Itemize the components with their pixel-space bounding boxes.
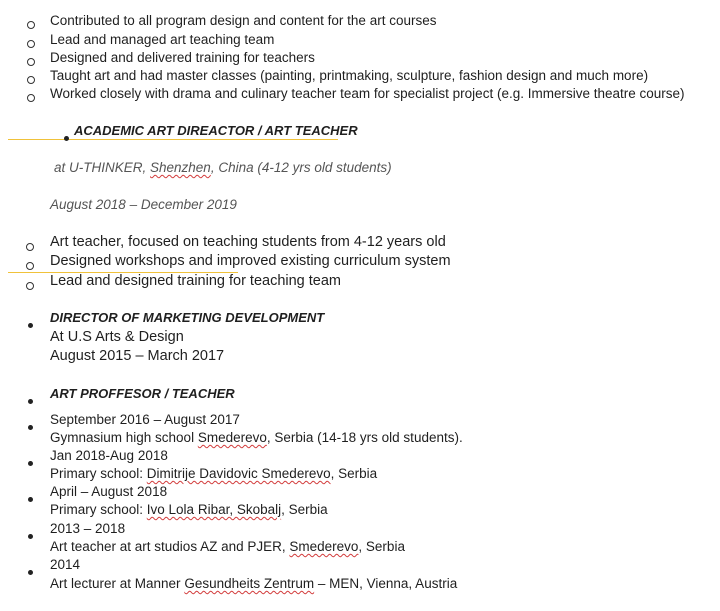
place-prefix: at U-THINKER, [54,160,151,175]
entry-date: 2013 – 2018 [50,521,126,536]
entry-detail [50,538,405,556]
bullet-icon [64,128,69,146]
entry-detail [50,465,377,483]
section-heading-academic: ACADEMIC ART DIREACTOR / ART TEACHER [74,123,358,138]
hollow-bullet-icon [27,89,35,107]
detail-place: Ivo Lola Ribar, Skobalj [146,502,282,517]
entry-detail [50,429,463,447]
entry-date: Jan 2018-Aug 2018 [50,448,168,463]
place-city: Shenzhen [150,160,211,175]
hollow-bullet-icon [27,16,35,34]
detail-text: – MEN, Vienna, Austria [314,576,458,591]
section-heading-professor: ART PROFFESOR / TEACHER [50,386,235,401]
list-item: Designed workshops and improved existing curriculum system [50,253,451,269]
detail-text: Primary school: [50,466,147,481]
detail-text: Art teacher at art studios AZ and PJER, [50,539,290,554]
detail-place: Smederevo [197,430,267,445]
detail-text: , Serbia [281,502,328,517]
bullet-icon [28,562,33,580]
list-item: Taught art and had master classes (painting, printmaking, sculpture, fashion design and much more) [50,68,649,83]
hollow-bullet-icon [27,35,35,53]
bullet-icon [28,417,33,435]
hollow-bullet-icon [26,238,34,256]
academic-place [54,159,392,177]
list-item: Art teacher, focused on teaching students from 4-12 years old [50,234,446,250]
detail-text: Primary school: [50,502,147,517]
entry-date: 2014 [50,557,81,572]
academic-dates: August 2018 – December 2019 [50,197,237,212]
bullet-icon [28,315,33,333]
bullet-icon [28,489,33,507]
entry-date: April – August 2018 [50,484,168,499]
list-item: Lead and designed training for teaching team [50,273,342,289]
entry-detail [50,575,457,593]
hollow-bullet-icon [26,277,34,295]
detail-text: , Serbia [330,466,378,481]
detail-text: Art lecturer at Manner [50,576,185,591]
bullet-icon [28,453,33,471]
detail-text: , Serbia [358,539,405,554]
detail-place: Dimitrije Davidovic Smederevo [146,466,331,481]
list-item: Lead and managed art teaching team [50,32,275,47]
marketing-dates: August 2015 – March 2017 [50,348,225,364]
detail-text: Gymnasium high school [50,430,198,445]
bullet-icon [28,526,33,544]
bullet-icon [28,391,33,409]
detail-text: , Serbia (14-18 yrs old students). [266,430,463,445]
list-item: Contributed to all program design and content for the art courses [50,13,437,28]
detail-place: Gesundheits Zentrum [184,576,315,591]
entry-date: September 2016 – August 2017 [50,412,240,427]
hollow-bullet-icon [27,53,35,71]
marketing-place: At U.S Arts & Design [50,329,184,345]
section-heading-marketing: DIRECTOR OF MARKETING DEVELOPMENT [50,310,325,325]
hollow-bullet-icon [27,71,35,89]
detail-place: Smederevo [289,539,359,554]
list-item: Worked closely with drama and culinary teacher team for specialist project (e.g. Immersive theatre course) [50,86,685,101]
place-suffix: , China (4-12 yrs old students) [210,160,392,175]
entry-detail [50,501,328,519]
list-item: Designed and delivered training for teachers [50,50,315,65]
